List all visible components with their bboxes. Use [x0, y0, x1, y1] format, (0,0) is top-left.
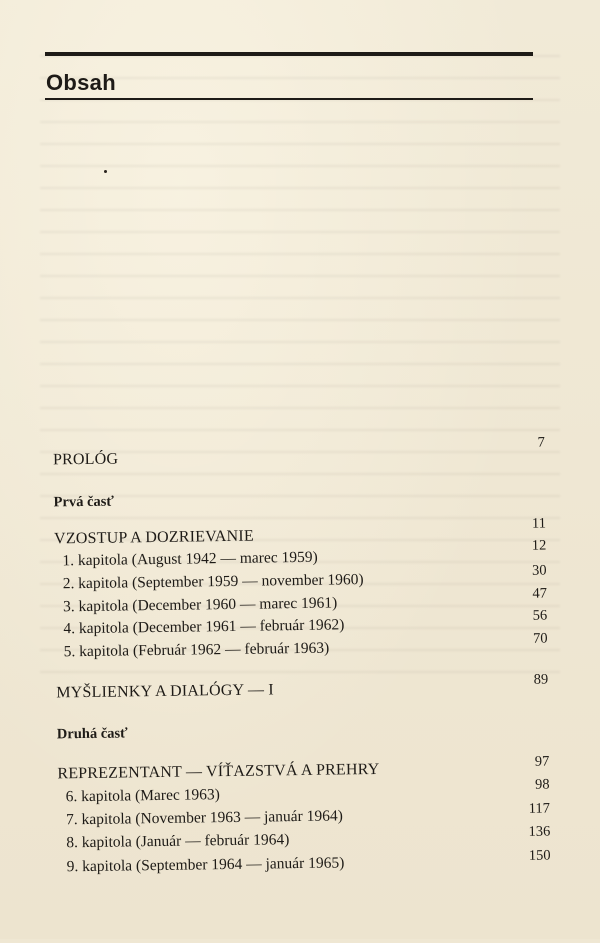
toc-entry-label: 6. kapitola (Marec 1963): [65, 786, 220, 806]
toc-entry-label: 8. kapitola (Január — február 1964): [66, 831, 290, 852]
page-title: Obsah: [46, 70, 116, 95]
toc-entry-page: 117: [528, 800, 551, 817]
toc-entry-page: 136: [528, 823, 551, 840]
toc-section-myslienky[interactable]: [56, 671, 549, 707]
toc-entry-page: 7: [537, 434, 545, 451]
toc-entry-page: 56: [532, 607, 548, 624]
toc-entry-page: 12: [531, 537, 547, 554]
toc-chapter-9[interactable]: [59, 847, 551, 881]
toc-entry-prolog[interactable]: [52, 434, 545, 474]
toc-entry-label: 9. kapitola (September 1964 — január 1965): [66, 854, 345, 876]
toc-entry-label: 3. kapitola (December 1960 — marec 1961): [62, 594, 338, 616]
toc-entry-label: MYŠLIENKY A DIALÓGY — I: [56, 681, 274, 702]
toc-part-heading-2: [57, 720, 549, 747]
toc-entry-label: 7. kapitola (November 1963 — január 1964): [65, 807, 343, 829]
toc-entry-page: 30: [532, 562, 547, 579]
toc-entry-label: 1. kapitola (August 1942 — marec 1959): [62, 548, 318, 570]
toc-entry-label: 5. kapitola (Február 1962 — február 1963): [63, 639, 330, 661]
toc-entry-page: 70: [532, 630, 548, 647]
toc-entry-label: REPREZENTANT — VÍŤAZSTVÁ A PREHRY: [57, 760, 380, 783]
part-heading-label: Prvá časť: [53, 493, 115, 511]
part-heading-label: Druhá časť: [56, 725, 128, 743]
toc-entry-label: 4. kapitola (December 1961 — február 1962): [63, 616, 345, 638]
toc-entry-label: VZOSTUP A DOZRIEVANIE: [54, 527, 254, 548]
toc-part-heading-1: [54, 488, 546, 515]
toc-entry-page: 47: [532, 585, 548, 602]
toc-entry-page: 97: [534, 753, 550, 770]
toc-entry-page: 89: [533, 671, 549, 688]
toc-entry-page: 11: [531, 515, 547, 532]
toc-entry-page: 150: [528, 847, 551, 864]
toc-entry-page: 98: [534, 776, 550, 793]
toc-entry-label: PROLÓG: [52, 450, 119, 469]
toc-entry-label: 2. kapitola (September 1959 — november 1960): [62, 571, 364, 593]
